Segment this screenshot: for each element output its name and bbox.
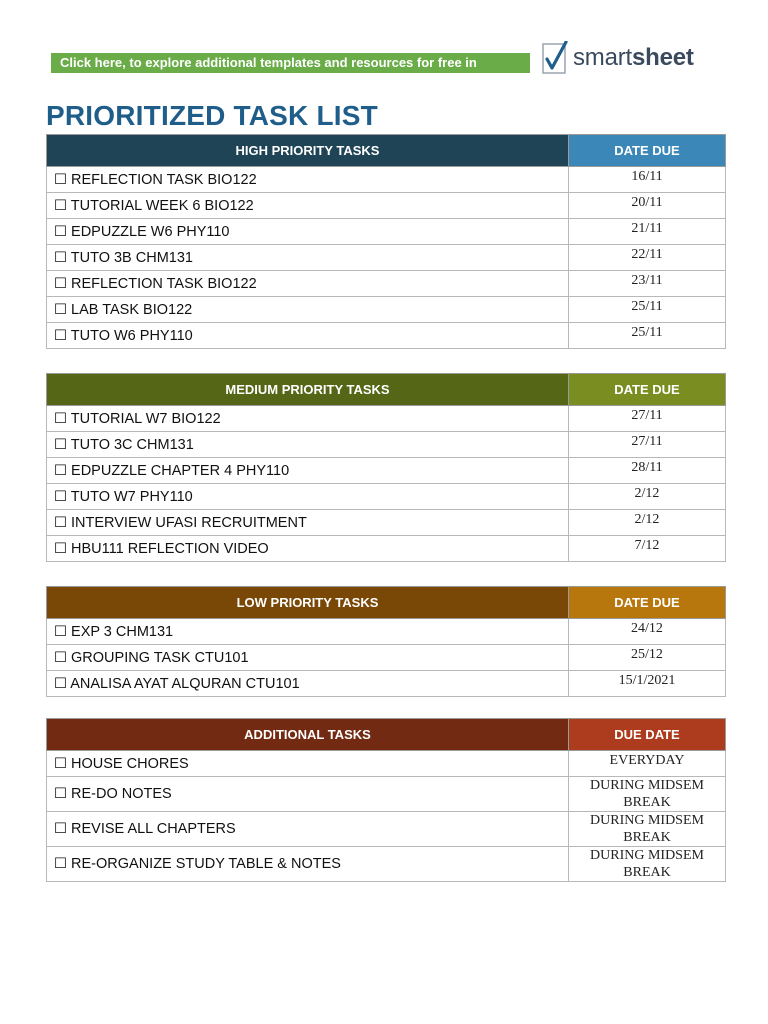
checkmark-logo-icon bbox=[542, 41, 569, 75]
due-cell: 27/11 bbox=[569, 406, 726, 432]
task-cell[interactable]: ☐ TUTO 3B CHM131 bbox=[47, 245, 569, 271]
due-line-1: DURING MIDSEM bbox=[590, 813, 704, 828]
due-cell: 28/11 bbox=[569, 458, 726, 484]
task-cell[interactable]: ☐ INTERVIEW UFASI RECRUITMENT bbox=[47, 510, 569, 536]
table-row[interactable] bbox=[47, 619, 726, 645]
due-cell: 21/11 bbox=[569, 219, 726, 245]
task-cell[interactable]: ☐ REFLECTION TASK BIO122 bbox=[47, 167, 569, 193]
medium-date-header: DATE DUE bbox=[569, 374, 726, 406]
due-cell bbox=[569, 777, 726, 812]
task-cell[interactable]: ☐ HOUSE CHORES bbox=[47, 751, 569, 777]
due-line-1: DURING MIDSEM bbox=[590, 848, 704, 863]
table-row[interactable] bbox=[47, 812, 726, 847]
table-row[interactable] bbox=[47, 484, 726, 510]
table-row[interactable] bbox=[47, 432, 726, 458]
due-cell: 20/11 bbox=[569, 193, 726, 219]
table-row[interactable] bbox=[47, 323, 726, 349]
table-row[interactable] bbox=[47, 297, 726, 323]
due-line-2: BREAK bbox=[623, 865, 671, 880]
due-cell: 7/12 bbox=[569, 536, 726, 562]
table-row[interactable] bbox=[47, 271, 726, 297]
table-row[interactable] bbox=[47, 847, 726, 882]
task-cell[interactable]: ☐ TUTO 3C CHM131 bbox=[47, 432, 569, 458]
task-cell[interactable]: ☐ TUTORIAL WEEK 6 BIO122 bbox=[47, 193, 569, 219]
low-priority-header: LOW PRIORITY TASKS bbox=[47, 587, 569, 619]
logo-wordmark: smartsheet bbox=[573, 44, 694, 71]
due-cell bbox=[569, 812, 726, 847]
page-title: PRIORITIZED TASK LIST bbox=[46, 100, 378, 131]
task-cell[interactable]: ☐ ANALISA AYAT ALQURAN CTU101 bbox=[47, 671, 569, 697]
table-row[interactable] bbox=[47, 458, 726, 484]
task-cell[interactable]: ☐ RE-DO NOTES bbox=[47, 777, 569, 812]
due-line-2: BREAK bbox=[623, 830, 671, 845]
task-cell[interactable]: ☐ TUTORIAL W7 BIO122 bbox=[47, 406, 569, 432]
due-cell: 15/1/2021 bbox=[569, 671, 726, 697]
table-row[interactable] bbox=[47, 510, 726, 536]
due-cell: 25/11 bbox=[569, 323, 726, 349]
promo-banner-link[interactable]: Click here, to explore additional templates and resources for free in bbox=[51, 53, 530, 73]
high-priority-table bbox=[46, 134, 726, 349]
table-row[interactable] bbox=[47, 671, 726, 697]
due-line-2: BREAK bbox=[623, 795, 671, 810]
due-cell: 23/11 bbox=[569, 271, 726, 297]
task-cell[interactable]: ☐ EXP 3 CHM131 bbox=[47, 619, 569, 645]
due-cell bbox=[569, 847, 726, 882]
table-row[interactable] bbox=[47, 751, 726, 777]
task-cell[interactable]: ☐ REVISE ALL CHAPTERS bbox=[47, 812, 569, 847]
due-cell: 2/12 bbox=[569, 510, 726, 536]
task-cell[interactable]: ☐ LAB TASK BIO122 bbox=[47, 297, 569, 323]
smartsheet-logo[interactable] bbox=[542, 40, 694, 76]
table-row[interactable] bbox=[47, 219, 726, 245]
due-cell: 16/11 bbox=[569, 167, 726, 193]
table-row[interactable] bbox=[47, 193, 726, 219]
additional-tasks-table bbox=[46, 718, 726, 882]
low-date-header: DATE DUE bbox=[569, 587, 726, 619]
due-cell: 27/11 bbox=[569, 432, 726, 458]
due-line-1: EVERYDAY bbox=[609, 753, 685, 768]
due-cell: 2/12 bbox=[569, 484, 726, 510]
additional-date-header: DUE DATE bbox=[569, 719, 726, 751]
table-row[interactable] bbox=[47, 777, 726, 812]
due-cell bbox=[569, 751, 726, 777]
task-cell[interactable]: ☐ REFLECTION TASK BIO122 bbox=[47, 271, 569, 297]
table-row[interactable] bbox=[47, 406, 726, 432]
task-cell[interactable]: ☐ TUTO W6 PHY110 bbox=[47, 323, 569, 349]
high-priority-header: HIGH PRIORITY TASKS bbox=[47, 135, 569, 167]
medium-priority-table bbox=[46, 373, 726, 562]
due-cell: 22/11 bbox=[569, 245, 726, 271]
table-row[interactable] bbox=[47, 167, 726, 193]
additional-tasks-header: ADDITIONAL TASKS bbox=[47, 719, 569, 751]
table-row[interactable] bbox=[47, 536, 726, 562]
due-cell: 25/12 bbox=[569, 645, 726, 671]
medium-priority-header: MEDIUM PRIORITY TASKS bbox=[47, 374, 569, 406]
high-date-header: DATE DUE bbox=[569, 135, 726, 167]
task-cell[interactable]: ☐ TUTO W7 PHY110 bbox=[47, 484, 569, 510]
task-cell[interactable]: ☐ RE-ORGANIZE STUDY TABLE & NOTES bbox=[47, 847, 569, 882]
due-cell: 24/12 bbox=[569, 619, 726, 645]
task-cell[interactable]: ☐ EDPUZZLE W6 PHY110 bbox=[47, 219, 569, 245]
table-row[interactable] bbox=[47, 645, 726, 671]
low-priority-table bbox=[46, 586, 726, 697]
task-cell[interactable]: ☐ EDPUZZLE CHAPTER 4 PHY110 bbox=[47, 458, 569, 484]
due-line-1: DURING MIDSEM bbox=[590, 778, 704, 793]
table-row[interactable] bbox=[47, 245, 726, 271]
task-cell[interactable]: ☐ GROUPING TASK CTU101 bbox=[47, 645, 569, 671]
due-cell: 25/11 bbox=[569, 297, 726, 323]
task-cell[interactable]: ☐ HBU111 REFLECTION VIDEO bbox=[47, 536, 569, 562]
